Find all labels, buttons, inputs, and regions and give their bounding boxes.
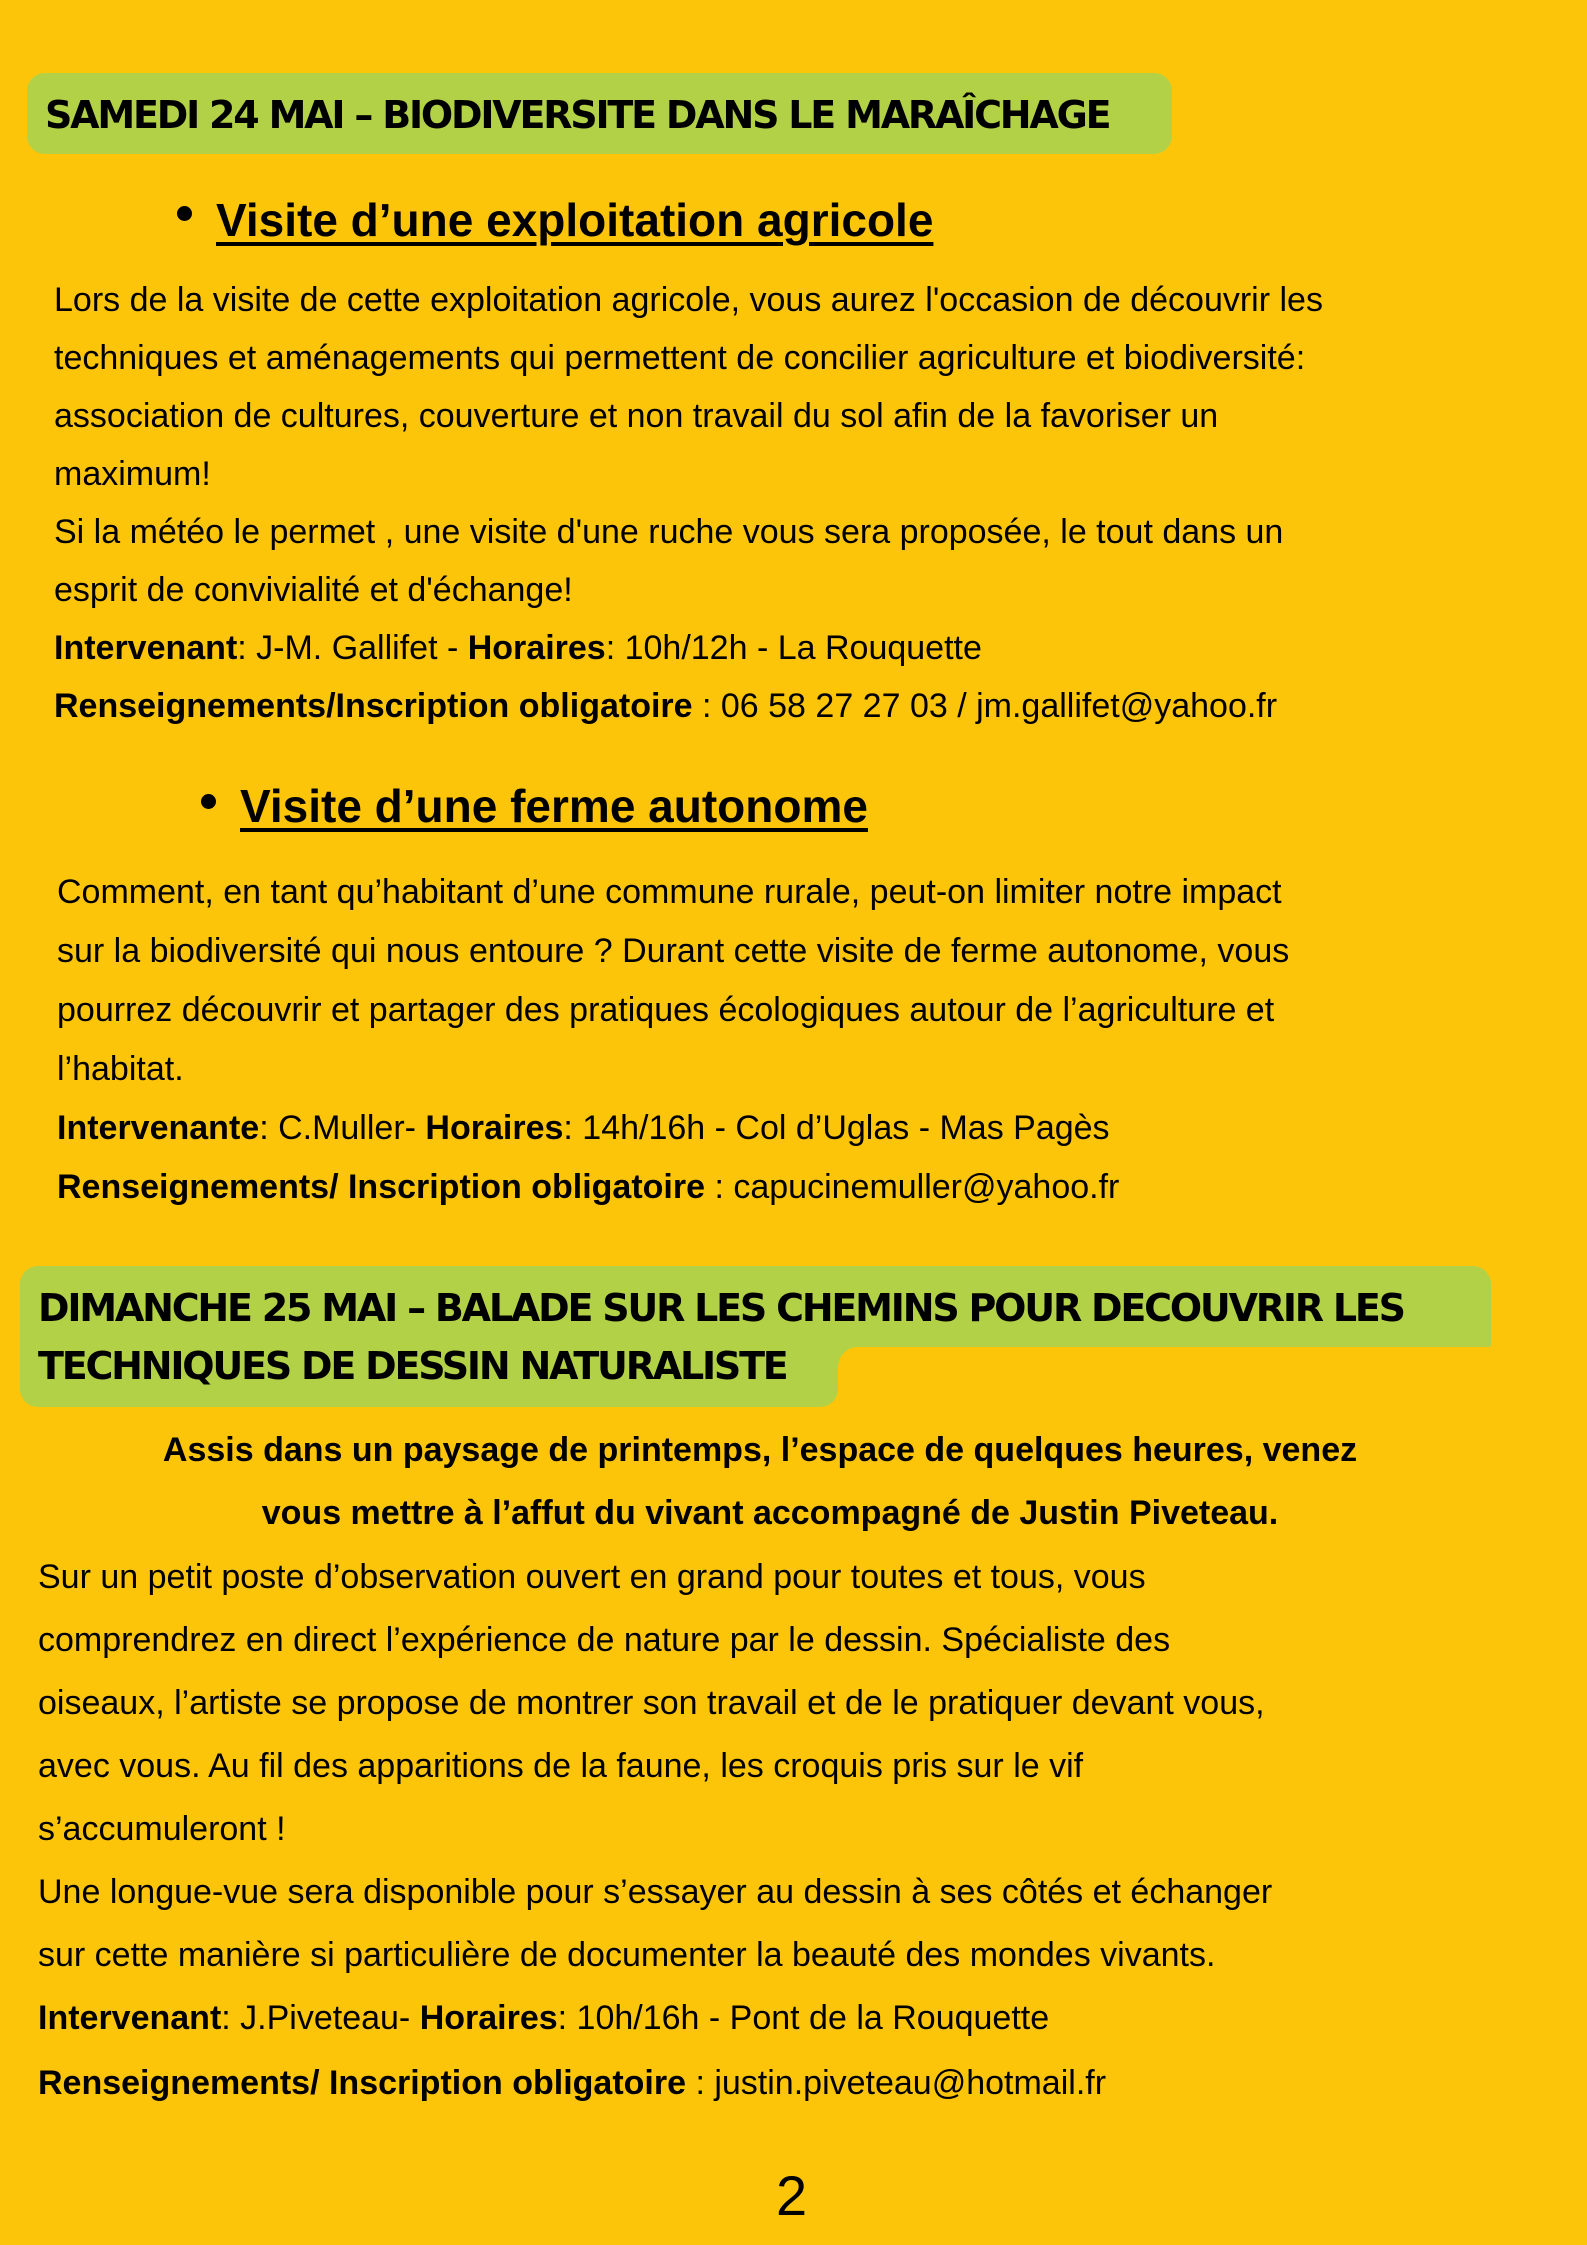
body-line: Sur un petit poste d’observation ouvert en grand pour toutes et tous, vous xyxy=(38,1558,1146,1596)
bullet-icon xyxy=(177,206,192,221)
info-label: Renseignements/ Inscription obligatoire xyxy=(57,1168,705,1206)
body-line: association de cultures, couverture et non travail du sol afin de la favoriser un xyxy=(54,397,1219,435)
activity-title-farm-visit: Visite d’une exploitation agricole xyxy=(216,194,934,246)
body-line: l’habitat. xyxy=(57,1050,184,1088)
header-step-corner xyxy=(838,1347,1538,1417)
body-line: Une longue-vue sera disponible pour s’essayer au dessin à ses côtés et échanger xyxy=(38,1873,1273,1911)
hours-label: Horaires xyxy=(425,1109,564,1147)
hours-label: Horaires xyxy=(467,629,606,667)
body-line: esprit de convivialité et d'échange! xyxy=(54,571,573,609)
speaker-label: Intervenant xyxy=(54,629,238,667)
intro-line: vous mettre à l’affut du vivant accompagné de Justin Piveteau. xyxy=(261,1494,1279,1532)
section-title-saturday: SAMEDI 24 MAI – BIODIVERSITE DANS LE MARAÎCHAGE xyxy=(45,93,1110,137)
body-line: techniques et aménagements qui permettent de concilier agriculture et biodiversité: xyxy=(54,339,1306,377)
hours-value: : 10h/12h - La Rouquette xyxy=(605,629,982,667)
contact-info[interactable]: : justin.piveteau@hotmail.fr xyxy=(686,2064,1107,2102)
body-line: sur la biodiversité qui nous entoure ? Durant cette visite de ferme autonome, vous xyxy=(57,932,1290,970)
info-label: Renseignements/ Inscription obligatoire xyxy=(38,2064,686,2102)
info-line xyxy=(54,689,1277,723)
hours-value: : 14h/16h - Col d’Uglas - Mas Pagès xyxy=(563,1109,1110,1147)
speaker-label: Intervenante xyxy=(57,1109,260,1147)
body-line: comprendrez en direct l’expérience de nature par le dessin. Spécialiste des xyxy=(38,1621,1171,1659)
speaker-line xyxy=(57,1111,1110,1145)
section-title-sunday-line2: TECHNIQUES DE DESSIN NATURALISTE xyxy=(38,1344,787,1388)
body-line: oiseaux, l’artiste se propose de montrer son travail et de le pratiquer devant vous, xyxy=(38,1684,1265,1722)
body-line: sur cette manière si particulière de documenter la beauté des mondes vivants. xyxy=(38,1936,1216,1974)
speaker-line xyxy=(54,631,982,665)
contact-info[interactable]: : 06 58 27 27 03 / jm.gallifet@yahoo.fr xyxy=(692,687,1278,725)
info-label: Renseignements/Inscription obligatoire xyxy=(54,687,693,725)
speaker-label: Intervenant xyxy=(38,1999,222,2037)
body-line: pourrez découvrir et partager des pratiques écologiques autour de l’agriculture et xyxy=(57,991,1275,1029)
body-line: s’accumuleront ! xyxy=(38,1810,286,1848)
speaker-value: : C.Muller- xyxy=(259,1109,426,1147)
intro-line: Assis dans un paysage de printemps, l’espace de quelques heures, venez xyxy=(162,1431,1358,1469)
info-line xyxy=(57,1170,1119,1204)
speaker-value: : J.Piveteau- xyxy=(221,1999,420,2037)
info-line xyxy=(38,2066,1106,2100)
body-line: Comment, en tant qu’habitant d’une commune rurale, peut-on limiter notre impact xyxy=(57,873,1282,911)
body-line: avec vous. Au fil des apparitions de la faune, les croquis pris sur le vif xyxy=(38,1747,1084,1785)
contact-info[interactable]: : capucinemuller@yahoo.fr xyxy=(705,1168,1120,1206)
speaker-line xyxy=(38,2001,1049,2035)
body-line: Lors de la visite de cette exploitation agricole, vous aurez l'occasion de découvrir les xyxy=(54,281,1323,319)
bullet-icon xyxy=(201,794,216,809)
speaker-value: : J-M. Gallifet - xyxy=(237,629,468,667)
body-line: Si la météo le permet , une visite d'une ruche vous sera proposée, le tout dans un xyxy=(54,513,1284,551)
page-number: 2 xyxy=(776,2164,808,2227)
body-line: maximum! xyxy=(54,455,211,493)
hours-label: Horaires xyxy=(419,1999,558,2037)
section-title-sunday-line1: DIMANCHE 25 MAI – BALADE SUR LES CHEMINS POUR DECOUVRIR LES xyxy=(38,1286,1404,1330)
hours-value: : 10h/16h - Pont de la Rouquette xyxy=(557,1999,1050,2037)
activity-title-autonomous-farm: Visite d’une ferme autonome xyxy=(240,780,868,832)
